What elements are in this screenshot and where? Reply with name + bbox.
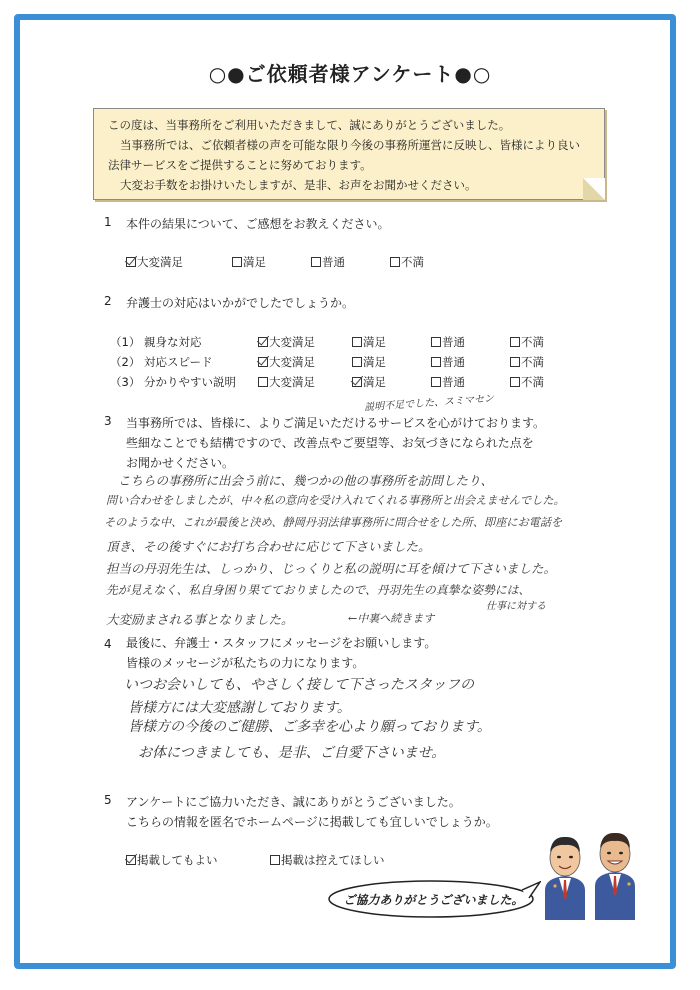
q2-number: 2 xyxy=(104,294,112,308)
q4-text: 皆様のメッセージが私たちの力になります。 xyxy=(126,656,365,670)
q5-text: アンケートにご協力いただき、誠にありがとうございました。 xyxy=(126,795,461,809)
q4-number: 4 xyxy=(104,637,112,651)
q2-r2-option-3[interactable]: 普通 xyxy=(431,354,465,370)
thanks-message: ご協力ありがとうございました。 xyxy=(343,893,524,907)
q2-r3-option-3[interactable]: 普通 xyxy=(431,374,465,390)
checkbox[interactable] xyxy=(431,377,441,387)
handwritten-answer-line: 先が見えなく、私自身困り果てておりましたので、丹羽先生の真摯な姿勢には、 xyxy=(106,583,531,597)
q1-option-4[interactable]: 不満 xyxy=(390,254,424,270)
q3-text: お聞かせください。 xyxy=(126,456,235,470)
q1-text: 本件の結果について、ご感想をお教えください。 xyxy=(126,217,390,231)
page-title: ○●ご依頼者様アンケート●○ xyxy=(208,62,492,86)
handwritten-note: ←中裏へ続きます xyxy=(348,612,435,625)
q2-r1-option-3[interactable]: 普通 xyxy=(431,334,465,350)
handwritten-answer-line: いつお会いしても、やさしく接して下さったスタッフの xyxy=(124,677,474,693)
q5-option-1[interactable]: 掲載してもよい xyxy=(126,852,218,868)
q5-number: 5 xyxy=(104,793,112,807)
intro-line: 法律サービスをご提供することに努めております。 xyxy=(108,158,372,172)
q2-text: 弁護士の対応はいかがでしたでしょうか。 xyxy=(126,296,355,310)
q2-r2-option-4[interactable]: 不満 xyxy=(510,354,544,370)
checkbox-checked[interactable] xyxy=(258,357,268,367)
q2-r1-option-2[interactable]: 満足 xyxy=(352,334,386,350)
checkbox[interactable] xyxy=(390,257,400,267)
lawyer-left xyxy=(545,837,585,920)
checkbox[interactable] xyxy=(352,337,362,347)
q2-r1-option-4[interactable]: 不満 xyxy=(510,334,544,350)
handwritten-note: 仕事に対する xyxy=(486,601,546,612)
q2-r2-option-1[interactable]: 大変満足 xyxy=(258,354,315,370)
checkbox[interactable] xyxy=(431,337,441,347)
q2-row-label: （2） 対応スピード xyxy=(110,355,213,369)
handwritten-answer-line: お体につきましても、是非、ご自愛下さいませ。 xyxy=(138,745,446,761)
q1-option-1[interactable]: 大変満足 xyxy=(126,254,183,270)
handwritten-answer-line: こちらの事務所に出会う前に、幾つかの他の事務所を訪問したり、 xyxy=(118,473,494,488)
q1-number: 1 xyxy=(104,215,112,229)
checkbox[interactable] xyxy=(270,855,280,865)
checkbox-checked[interactable] xyxy=(126,257,136,267)
handwritten-answer-line: 頂き、その後すぐにお打ち合わせに応じて下さいました。 xyxy=(106,539,431,554)
q5-text: こちらの情報を匿名でホームページに掲載しても宜しいでしょうか。 xyxy=(126,815,498,829)
q1-option-2[interactable]: 満足 xyxy=(232,254,266,270)
checkbox-checked[interactable] xyxy=(126,855,136,865)
checkbox[interactable] xyxy=(258,377,268,387)
q2-r2-option-2[interactable]: 満足 xyxy=(352,354,386,370)
handwritten-note: 説明不足でした、スミマセン xyxy=(363,393,495,414)
lawyer-right xyxy=(595,833,635,920)
q2-row-label: （3） 分かりやすい説明 xyxy=(110,375,236,389)
intro-box xyxy=(93,108,605,200)
handwritten-answer-line: 大変励まされる事となりました。 xyxy=(106,612,294,627)
intro-line: 当事務所では、ご依頼者様の声を可能な限り今後の事務所運営に反映し、皆様により良い xyxy=(120,138,580,152)
checkbox[interactable] xyxy=(510,357,520,367)
checkbox[interactable] xyxy=(431,357,441,367)
checkbox[interactable] xyxy=(311,257,321,267)
handwritten-answer-line: 皆様方には大変感謝しております。 xyxy=(128,700,351,716)
checkbox[interactable] xyxy=(510,377,520,387)
intro-line: 大変お手数をお掛けいたしますが、是非、お声をお聞かせください。 xyxy=(120,178,477,192)
checkbox[interactable] xyxy=(232,257,242,267)
checkbox[interactable] xyxy=(510,337,520,347)
checkbox-checked[interactable] xyxy=(352,377,362,387)
q2-r3-option-2[interactable]: 満足 xyxy=(352,374,386,390)
q3-number: 3 xyxy=(104,414,112,428)
q5-option-2[interactable]: 掲載は控えてほしい xyxy=(270,852,385,868)
checkbox[interactable] xyxy=(352,357,362,367)
handwritten-answer-line: そのような中、これが最後と決め、静岡丹羽法律事務所に問合せをした所、即座にお電話を xyxy=(104,516,563,529)
page-curl-decoration xyxy=(583,178,605,200)
q2-row-label: （1） 親身な対応 xyxy=(110,335,202,349)
handwritten-answer-line: 問い合わせをしましたが、中々私の意向を受け入れてくれる事務所と出会えませんでした。 xyxy=(106,494,565,507)
q3-text: 当事務所では、皆様に、よりご満足いただけるサービスを心がけております。 xyxy=(126,416,546,430)
intro-line: この度は、当事務所をご利用いただきまして、誠にありがとうございました。 xyxy=(108,118,511,132)
q1-option-3[interactable]: 普通 xyxy=(311,254,345,270)
checkbox-checked[interactable] xyxy=(258,337,268,347)
q2-r1-option-1[interactable]: 大変満足 xyxy=(258,334,315,350)
handwritten-answer-line: 皆様方の今後のご健勝、ご多幸を心より願っております。 xyxy=(128,719,491,735)
handwritten-answer-line: 担当の丹羽先生は、しっかり、じっくりと私の説明に耳を傾けて下さいました。 xyxy=(106,561,557,576)
q4-text: 最後に、弁護士・スタッフにメッセージをお願いします。 xyxy=(126,636,437,650)
q3-text: 些細なことでも結構ですので、改善点やご要望等、お気づきになられた点を xyxy=(126,436,534,450)
lawyer-characters-illustration xyxy=(537,828,642,920)
q2-r3-option-4[interactable]: 不満 xyxy=(510,374,544,390)
q2-r3-option-1[interactable]: 大変満足 xyxy=(258,374,315,390)
